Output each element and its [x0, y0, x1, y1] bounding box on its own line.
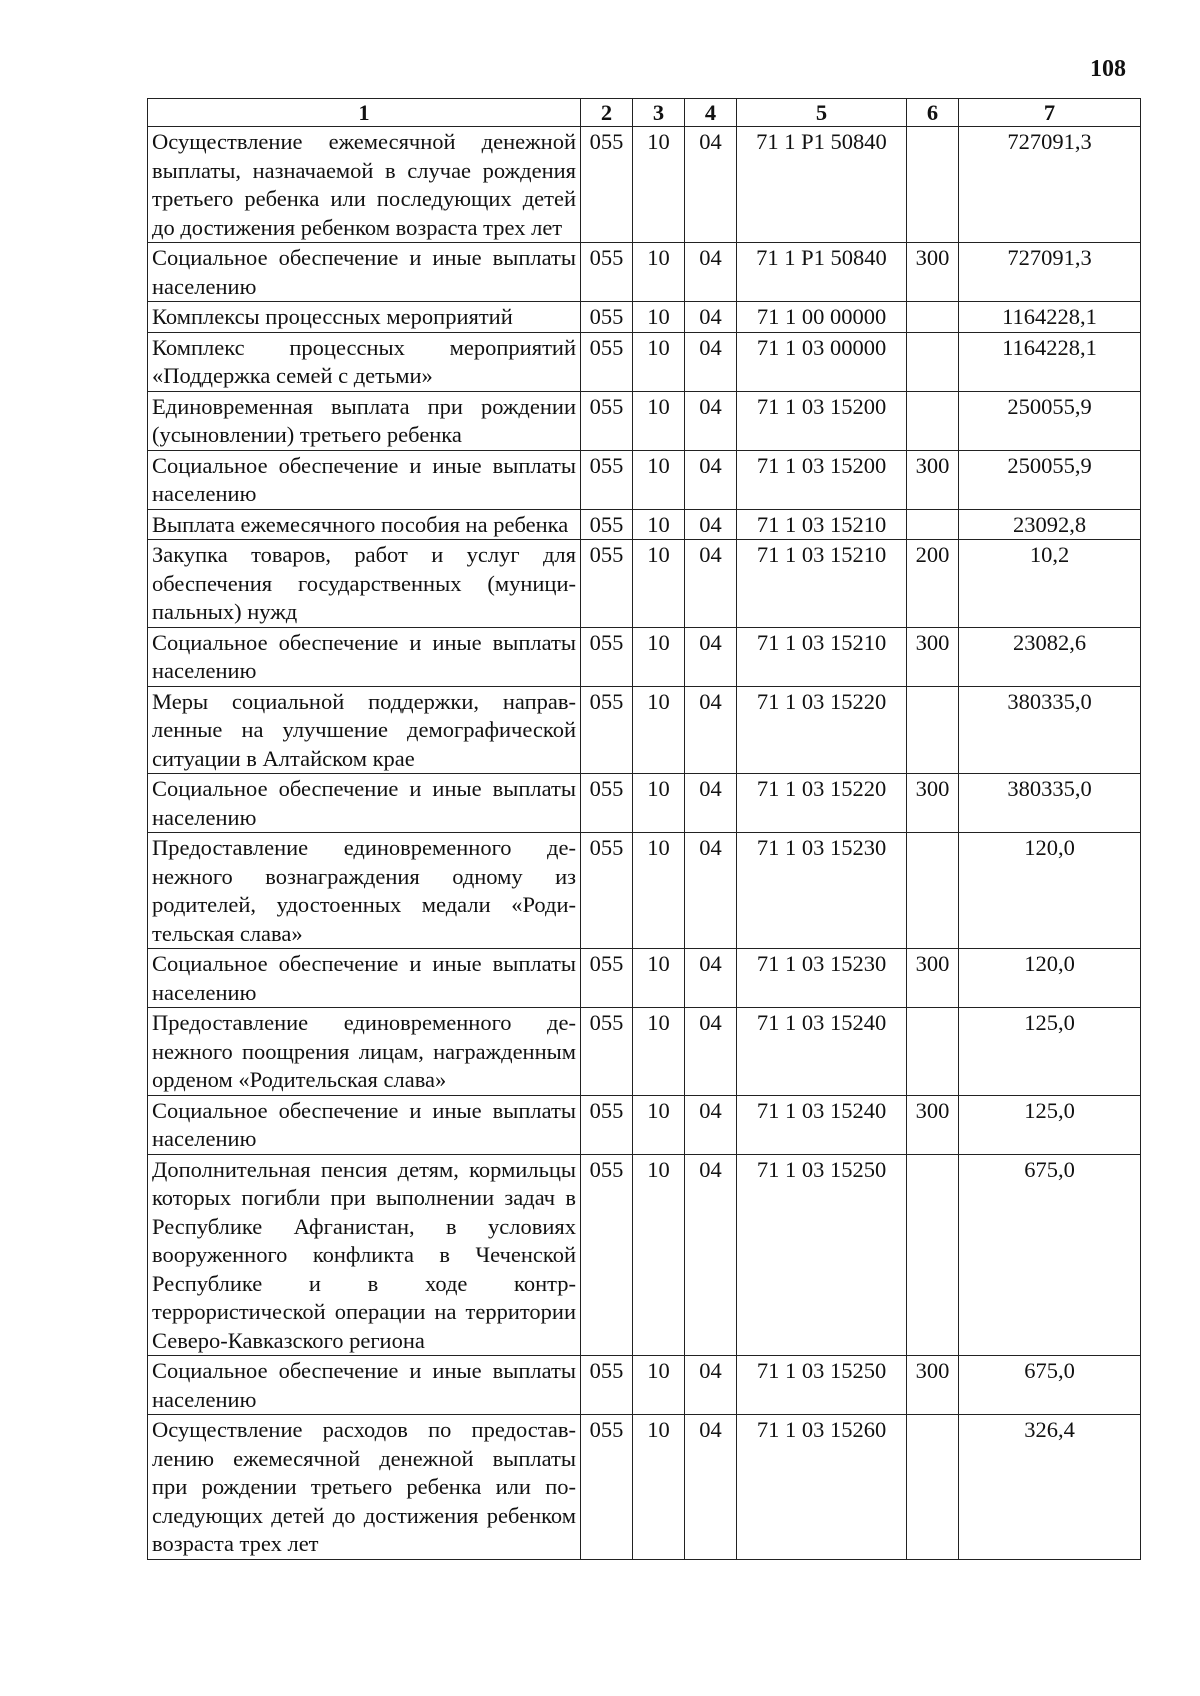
- row-grbs-cell: 055: [581, 774, 633, 833]
- row-section-cell: 10: [633, 509, 685, 540]
- row-name-cell: Комплекс процессных мероприятий «Поддержка семей с детьми»: [148, 332, 581, 391]
- row-grbs-cell: 055: [581, 1008, 633, 1096]
- row-name-cell: Единовременная выплата при рождении (усыновлении) третьего ребенка: [148, 391, 581, 450]
- row-subsection-cell: 04: [685, 332, 737, 391]
- row-target-article-cell: 71 1 03 15240: [737, 1095, 907, 1154]
- row-grbs-cell: 055: [581, 833, 633, 949]
- table-row: [148, 1008, 1141, 1096]
- header-col-7: 7: [959, 99, 1141, 127]
- row-sum-cell: 675,0: [959, 1356, 1141, 1415]
- budget-table: [147, 98, 1141, 1560]
- row-expense-type-cell: 300: [907, 949, 959, 1008]
- row-sum-cell: 380335,0: [959, 774, 1141, 833]
- row-subsection-cell: 04: [685, 1008, 737, 1096]
- row-name-cell: Социальное обеспечение и иные выплаты населению: [148, 243, 581, 302]
- row-sum-cell: 23092,8: [959, 509, 1141, 540]
- row-expense-type-cell: 300: [907, 774, 959, 833]
- row-section-cell: 10: [633, 1356, 685, 1415]
- row-subsection-cell: 04: [685, 686, 737, 774]
- row-subsection-cell: 04: [685, 949, 737, 1008]
- row-sum-cell: 23082,6: [959, 627, 1141, 686]
- row-name-cell: Социальное обеспечение и иные выплаты населению: [148, 1356, 581, 1415]
- row-subsection-cell: 04: [685, 1154, 737, 1356]
- row-name-cell: Социальное обеспечение и иные выплаты населению: [148, 774, 581, 833]
- row-target-article-cell: 71 1 03 15200: [737, 391, 907, 450]
- row-grbs-cell: 055: [581, 1415, 633, 1560]
- row-subsection-cell: 04: [685, 450, 737, 509]
- row-grbs-cell: 055: [581, 127, 633, 243]
- row-grbs-cell: 055: [581, 627, 633, 686]
- row-sum-cell: 250055,9: [959, 391, 1141, 450]
- header-col-1: 1: [148, 99, 581, 127]
- header-col-2: 2: [581, 99, 633, 127]
- row-section-cell: 10: [633, 627, 685, 686]
- row-subsection-cell: 04: [685, 243, 737, 302]
- row-sum-cell: 380335,0: [959, 686, 1141, 774]
- row-grbs-cell: 055: [581, 450, 633, 509]
- row-subsection-cell: 04: [685, 833, 737, 949]
- row-sum-cell: 10,2: [959, 540, 1141, 628]
- row-target-article-cell: 71 1 03 15230: [737, 833, 907, 949]
- row-expense-type-cell: [907, 332, 959, 391]
- row-expense-type-cell: [907, 833, 959, 949]
- row-subsection-cell: 04: [685, 127, 737, 243]
- row-grbs-cell: 055: [581, 686, 633, 774]
- row-target-article-cell: 71 1 03 15220: [737, 774, 907, 833]
- row-subsection-cell: 04: [685, 391, 737, 450]
- page-number: 108: [1090, 56, 1126, 82]
- row-target-article-cell: 71 1 00 00000: [737, 302, 907, 333]
- row-target-article-cell: 71 1 03 15260: [737, 1415, 907, 1560]
- row-grbs-cell: 055: [581, 949, 633, 1008]
- row-target-article-cell: 71 1 P1 50840: [737, 243, 907, 302]
- row-expense-type-cell: [907, 686, 959, 774]
- table-row: [148, 1415, 1141, 1560]
- table-row: [148, 509, 1141, 540]
- row-sum-cell: 125,0: [959, 1008, 1141, 1096]
- row-section-cell: 10: [633, 391, 685, 450]
- row-name-cell: Выплата ежемесячного пособия на ребенка: [148, 509, 581, 540]
- table-row: [148, 949, 1141, 1008]
- table-row: [148, 332, 1141, 391]
- row-target-article-cell: 71 1 03 00000: [737, 332, 907, 391]
- row-section-cell: 10: [633, 1095, 685, 1154]
- table-row: [148, 774, 1141, 833]
- row-section-cell: 10: [633, 127, 685, 243]
- row-expense-type-cell: [907, 509, 959, 540]
- table-row: [148, 450, 1141, 509]
- row-name-cell: Меры социальной поддержки, направленные на улучшение демографической ситуации в Алтайском крае: [148, 686, 581, 774]
- row-expense-type-cell: 300: [907, 1095, 959, 1154]
- table-row: [148, 127, 1141, 243]
- table-row: [148, 302, 1141, 333]
- row-sum-cell: 120,0: [959, 833, 1141, 949]
- row-grbs-cell: 055: [581, 243, 633, 302]
- table-row: [148, 833, 1141, 949]
- row-grbs-cell: 055: [581, 332, 633, 391]
- row-subsection-cell: 04: [685, 509, 737, 540]
- row-target-article-cell: 71 1 03 15240: [737, 1008, 907, 1096]
- row-grbs-cell: 055: [581, 391, 633, 450]
- row-name-cell: Социальное обеспечение и иные выплаты населению: [148, 949, 581, 1008]
- row-sum-cell: 125,0: [959, 1095, 1141, 1154]
- row-section-cell: 10: [633, 540, 685, 628]
- row-name-cell: Предоставление единовременного денежного вознаграждения одному из родителей, удостоенных медали «Родительская слава»: [148, 833, 581, 949]
- row-grbs-cell: 055: [581, 1154, 633, 1356]
- table-row: [148, 1154, 1141, 1356]
- row-name-cell: Социальное обеспечение и иные выплаты населению: [148, 627, 581, 686]
- row-section-cell: 10: [633, 302, 685, 333]
- row-name-cell: Дополнительная пенсия детям, кормильцы которых погибли при выполнении задач в Республике Афганистан, в условиях вооруженного конфликта в Чеченской Республике и в ходе контртеррористической операции на территории Северо-Кавказского региона: [148, 1154, 581, 1356]
- row-subsection-cell: 04: [685, 1415, 737, 1560]
- row-subsection-cell: 04: [685, 774, 737, 833]
- row-sum-cell: 727091,3: [959, 243, 1141, 302]
- row-expense-type-cell: [907, 302, 959, 333]
- row-target-article-cell: 71 1 03 15250: [737, 1154, 907, 1356]
- row-target-article-cell: 71 1 03 15210: [737, 627, 907, 686]
- row-name-cell: Социальное обеспечение и иные выплаты населению: [148, 1095, 581, 1154]
- row-expense-type-cell: [907, 391, 959, 450]
- table-body: [148, 127, 1141, 1560]
- row-expense-type-cell: [907, 1154, 959, 1356]
- row-target-article-cell: 71 1 03 15230: [737, 949, 907, 1008]
- row-name-cell: Осуществление расходов по предоставлению ежемесячной денежной выплаты при рождении третьего ребенка или последующих детей до достижения ребенком возраста трех лет: [148, 1415, 581, 1560]
- row-name-cell: Предоставление единовременного денежного поощрения лицам, награжденным орденом «Родительская слава»: [148, 1008, 581, 1096]
- header-row: [148, 99, 1141, 127]
- row-section-cell: 10: [633, 833, 685, 949]
- row-grbs-cell: 055: [581, 302, 633, 333]
- row-grbs-cell: 055: [581, 540, 633, 628]
- row-grbs-cell: 055: [581, 509, 633, 540]
- header-col-3: 3: [633, 99, 685, 127]
- row-section-cell: 10: [633, 243, 685, 302]
- row-grbs-cell: 055: [581, 1356, 633, 1415]
- row-name-cell: Комплексы процессных мероприятий: [148, 302, 581, 333]
- row-sum-cell: 727091,3: [959, 127, 1141, 243]
- row-expense-type-cell: 200: [907, 540, 959, 628]
- row-expense-type-cell: 300: [907, 627, 959, 686]
- row-section-cell: 10: [633, 686, 685, 774]
- row-sum-cell: 120,0: [959, 949, 1141, 1008]
- row-name-cell: Осуществление ежемесячной денежной выплаты, назначаемой в случае рождения третьего ребенка или последующих детей до достижения ребенком возраста трех лет: [148, 127, 581, 243]
- row-target-article-cell: 71 1 P1 50840: [737, 127, 907, 243]
- table-row: [148, 1356, 1141, 1415]
- row-section-cell: 10: [633, 774, 685, 833]
- row-subsection-cell: 04: [685, 540, 737, 628]
- table-row: [148, 627, 1141, 686]
- table-row: [148, 243, 1141, 302]
- row-section-cell: 10: [633, 450, 685, 509]
- row-section-cell: 10: [633, 332, 685, 391]
- row-target-article-cell: 71 1 03 15210: [737, 540, 907, 628]
- row-section-cell: 10: [633, 949, 685, 1008]
- row-expense-type-cell: 300: [907, 450, 959, 509]
- table-row: [148, 1095, 1141, 1154]
- row-target-article-cell: 71 1 03 15200: [737, 450, 907, 509]
- row-section-cell: 10: [633, 1415, 685, 1560]
- row-sum-cell: 1164228,1: [959, 302, 1141, 333]
- header-col-5: 5: [737, 99, 907, 127]
- row-target-article-cell: 71 1 03 15210: [737, 509, 907, 540]
- row-expense-type-cell: [907, 1415, 959, 1560]
- row-subsection-cell: 04: [685, 1095, 737, 1154]
- row-sum-cell: 250055,9: [959, 450, 1141, 509]
- row-expense-type-cell: 300: [907, 1356, 959, 1415]
- row-section-cell: 10: [633, 1154, 685, 1356]
- row-expense-type-cell: [907, 1008, 959, 1096]
- row-name-cell: Социальное обеспечение и иные выплаты населению: [148, 450, 581, 509]
- row-sum-cell: 326,4: [959, 1415, 1141, 1560]
- row-expense-type-cell: [907, 127, 959, 243]
- row-name-cell: Закупка товаров, работ и услуг для обеспечения государственных (муниципальных) нужд: [148, 540, 581, 628]
- header-col-4: 4: [685, 99, 737, 127]
- row-subsection-cell: 04: [685, 302, 737, 333]
- row-grbs-cell: 055: [581, 1095, 633, 1154]
- row-sum-cell: 675,0: [959, 1154, 1141, 1356]
- row-subsection-cell: 04: [685, 1356, 737, 1415]
- table-row: [148, 540, 1141, 628]
- row-expense-type-cell: 300: [907, 243, 959, 302]
- row-target-article-cell: 71 1 03 15250: [737, 1356, 907, 1415]
- header-col-6: 6: [907, 99, 959, 127]
- row-target-article-cell: 71 1 03 15220: [737, 686, 907, 774]
- table-row: [148, 391, 1141, 450]
- row-sum-cell: 1164228,1: [959, 332, 1141, 391]
- row-section-cell: 10: [633, 1008, 685, 1096]
- row-subsection-cell: 04: [685, 627, 737, 686]
- table-row: [148, 686, 1141, 774]
